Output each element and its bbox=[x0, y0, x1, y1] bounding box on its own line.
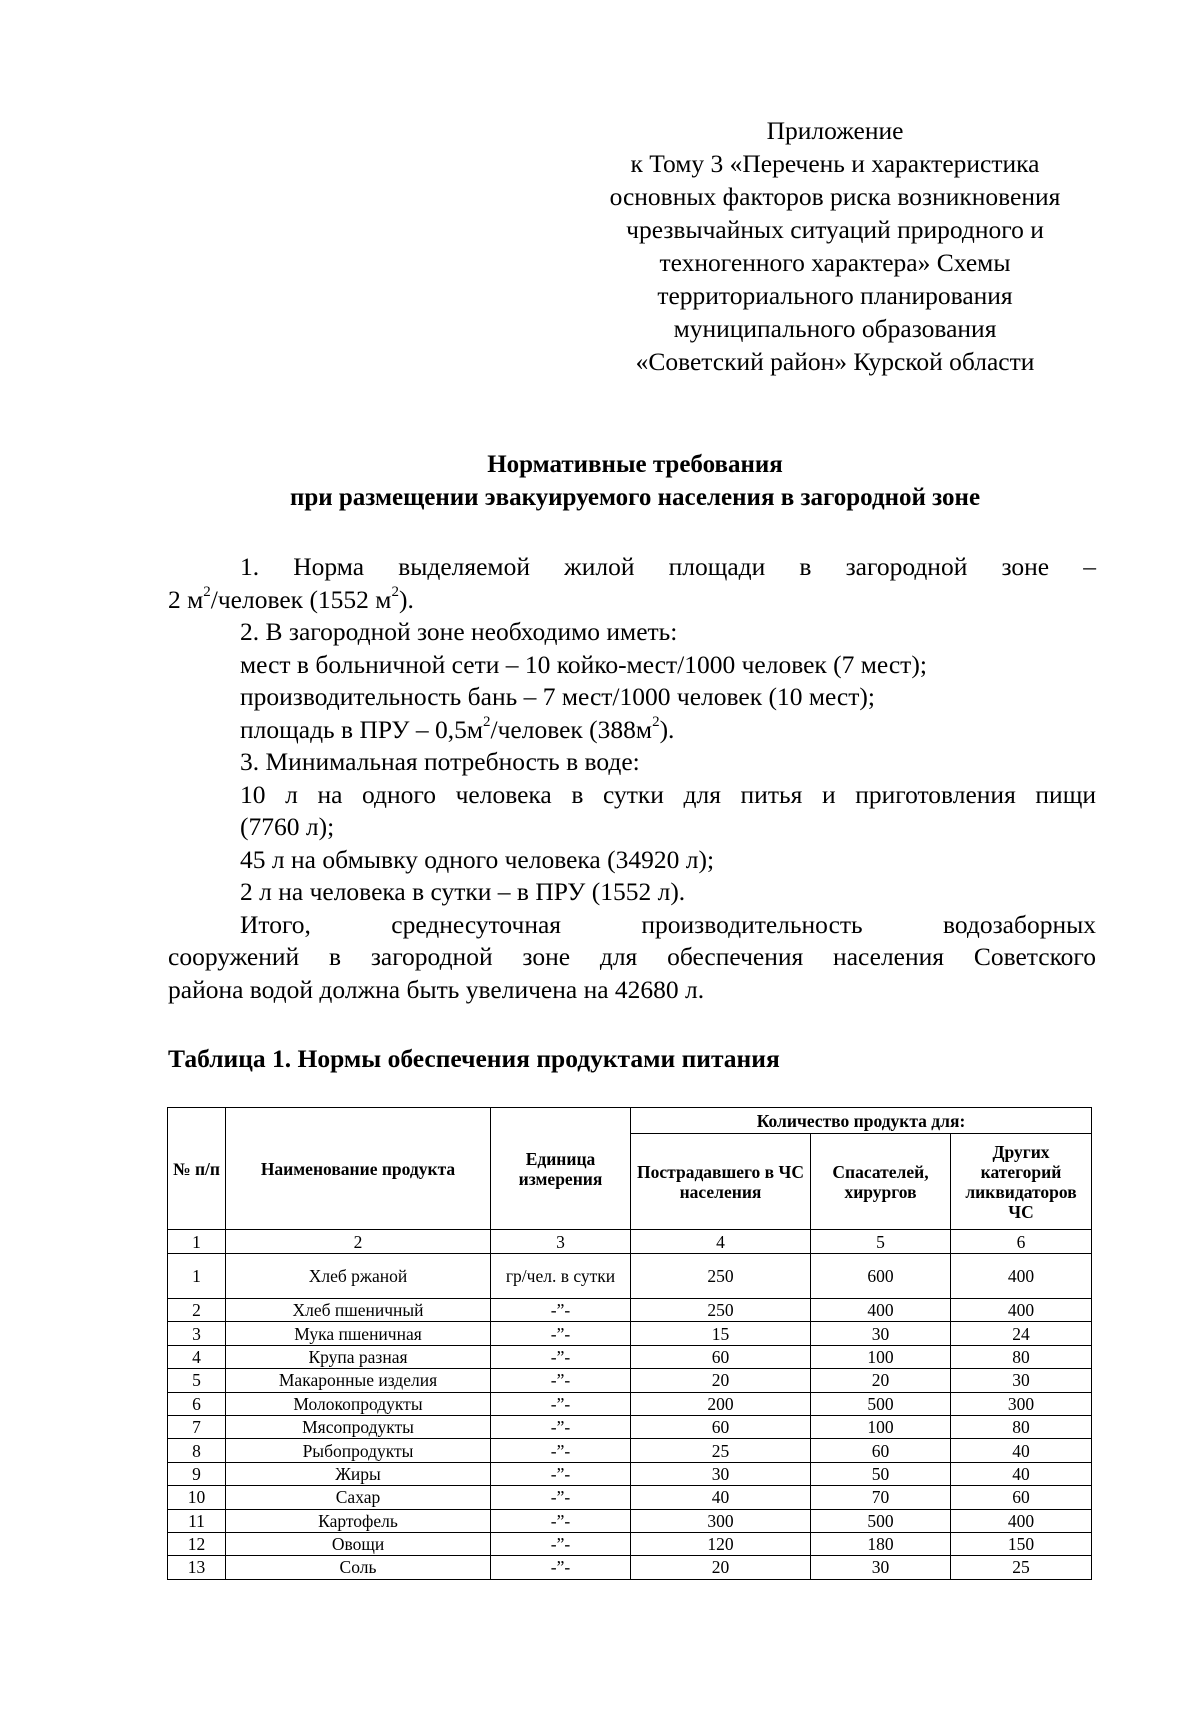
cell-victims: 200 bbox=[631, 1392, 811, 1415]
cell-num: 12 bbox=[168, 1532, 226, 1555]
cell-product: Мука пшеничная bbox=[226, 1322, 491, 1345]
text: ). bbox=[398, 584, 414, 614]
heading-line-2: при размещении эвакуируемого населения в загородной зоне bbox=[289, 484, 981, 511]
appendix-line: основных факторов риска возникновения bbox=[609, 182, 1061, 211]
cell-product: Мясопродукты bbox=[226, 1415, 491, 1438]
cell-num: 13 bbox=[168, 1556, 226, 1579]
cell-rescuers: 70 bbox=[811, 1486, 951, 1509]
header-product-name: Наименование продукта bbox=[226, 1108, 491, 1230]
paragraph-2-item-3 bbox=[168, 714, 1096, 747]
text: /человек (1552 м bbox=[210, 584, 392, 614]
cell-victims: 25 bbox=[631, 1439, 811, 1462]
cell-other: 40 bbox=[951, 1462, 1092, 1485]
text: ). bbox=[659, 714, 675, 744]
cell-rescuers: 600 bbox=[811, 1254, 951, 1299]
cell-num: 5 bbox=[168, 1369, 226, 1392]
cell-unit: -”- bbox=[491, 1532, 631, 1555]
text: /человек (388м bbox=[490, 714, 653, 744]
total-line-1: Итого, среднесуточная производительность водозаборных bbox=[240, 909, 1096, 939]
cell-unit: -”- bbox=[491, 1322, 631, 1345]
paragraph-1-line-2 bbox=[168, 584, 1096, 617]
cell-unit: -”- bbox=[491, 1299, 631, 1322]
text: площадь в ПРУ – 0,5м bbox=[240, 714, 483, 744]
cell-product: Хлеб пшеничный bbox=[226, 1299, 491, 1322]
cell-other: 40 bbox=[951, 1439, 1092, 1462]
cell-victims: 300 bbox=[631, 1509, 811, 1532]
cell-product: Хлеб ржаной bbox=[226, 1254, 491, 1299]
table-row bbox=[168, 1345, 1092, 1368]
cell-other: 80 bbox=[951, 1415, 1092, 1438]
appendix-line: чрезвычайных ситуаций природного и bbox=[626, 215, 1044, 244]
header-victims: Пострадавшего в ЧС населения bbox=[631, 1134, 811, 1230]
paragraph-1-line-1: 1. Норма выделяемой жилой площади в загородной зоне – bbox=[240, 552, 1096, 581]
appendix-line: муниципального образования bbox=[673, 314, 997, 343]
paragraph-2-item-1: мест в больничной сети – 10 койко-мест/1000 человек (7 мест); bbox=[240, 649, 927, 679]
cell-unit: -”- bbox=[491, 1439, 631, 1462]
cell-other: 80 bbox=[951, 1345, 1092, 1368]
cell-rescuers: 60 bbox=[811, 1439, 951, 1462]
body-text bbox=[168, 551, 1096, 1006]
cell-product: Картофель bbox=[226, 1509, 491, 1532]
cell-other: 30 bbox=[951, 1369, 1092, 1392]
cell-num: 10 bbox=[168, 1486, 226, 1509]
cell-num: 4 bbox=[168, 1345, 226, 1368]
cell-victims: 20 bbox=[631, 1369, 811, 1392]
cell-unit: -”- bbox=[491, 1509, 631, 1532]
food-norms-table bbox=[167, 1107, 1092, 1580]
cell-unit: -”- bbox=[491, 1556, 631, 1579]
table-row bbox=[168, 1299, 1092, 1322]
cell-unit: -”- bbox=[491, 1415, 631, 1438]
cell-unit: -”- bbox=[491, 1345, 631, 1368]
cell-rescuers: 20 bbox=[811, 1369, 951, 1392]
column-number: 2 bbox=[226, 1230, 491, 1254]
cell-rescuers: 180 bbox=[811, 1532, 951, 1555]
cell-other: 400 bbox=[951, 1299, 1092, 1322]
superscript: 2 bbox=[652, 714, 660, 730]
cell-num: 7 bbox=[168, 1415, 226, 1438]
cell-victims: 250 bbox=[631, 1254, 811, 1299]
cell-num: 8 bbox=[168, 1439, 226, 1462]
superscript: 2 bbox=[483, 714, 491, 730]
cell-other: 150 bbox=[951, 1532, 1092, 1555]
total-line-3: района водой должна быть увеличена на 42680 л. bbox=[168, 974, 705, 1004]
cell-unit: -”- bbox=[491, 1369, 631, 1392]
superscript: 2 bbox=[203, 584, 211, 600]
paragraph-3-item-2: 45 л на обмывку одного человека (34920 л); bbox=[240, 844, 715, 874]
cell-num: 2 bbox=[168, 1299, 226, 1322]
column-number: 1 bbox=[168, 1230, 226, 1254]
header-quantity-group: Количество продукта для: bbox=[631, 1108, 1092, 1134]
cell-rescuers: 500 bbox=[811, 1392, 951, 1415]
paragraph-3-item-1-line-1: 10 л на одного человека в сутки для питья и приготовления пищи bbox=[240, 779, 1096, 809]
cell-product: Соль bbox=[226, 1556, 491, 1579]
heading-line-1: Нормативные требования bbox=[487, 451, 783, 478]
column-number: 6 bbox=[951, 1230, 1092, 1254]
cell-other: 60 bbox=[951, 1486, 1092, 1509]
paragraph-2: 2. В загородной зоне необходимо иметь: bbox=[240, 617, 678, 646]
cell-victims: 250 bbox=[631, 1299, 811, 1322]
table-row bbox=[168, 1254, 1092, 1299]
paragraph-3: 3. Минимальная потребность в воде: bbox=[240, 747, 640, 776]
cell-num: 11 bbox=[168, 1509, 226, 1532]
table-row bbox=[168, 1556, 1092, 1579]
cell-victims: 60 bbox=[631, 1345, 811, 1368]
table-row bbox=[168, 1415, 1092, 1438]
table-row bbox=[168, 1322, 1092, 1345]
appendix-line: Приложение bbox=[766, 116, 904, 145]
cell-unit: -”- bbox=[491, 1462, 631, 1485]
column-number: 5 bbox=[811, 1230, 951, 1254]
cell-num: 6 bbox=[168, 1392, 226, 1415]
cell-victims: 30 bbox=[631, 1462, 811, 1485]
cell-num: 3 bbox=[168, 1322, 226, 1345]
cell-product: Рыбопродукты bbox=[226, 1439, 491, 1462]
superscript: 2 bbox=[391, 584, 399, 600]
cell-rescuers: 50 bbox=[811, 1462, 951, 1485]
paragraph-2-item-2: производительность бань – 7 мест/1000 человек (10 мест); bbox=[240, 682, 875, 711]
text: 2 м bbox=[168, 584, 204, 614]
cell-rescuers: 500 bbox=[811, 1509, 951, 1532]
header-unit: Единица измерения bbox=[491, 1108, 631, 1230]
cell-rescuers: 100 bbox=[811, 1345, 951, 1368]
cell-other: 25 bbox=[951, 1556, 1092, 1579]
appendix-line: территориального планирования bbox=[657, 281, 1013, 310]
table-row bbox=[168, 1369, 1092, 1392]
header-rescuers: Спасателей, хирургов bbox=[811, 1134, 951, 1230]
appendix-line: к Тому 3 «Перечень и характеристика bbox=[630, 149, 1040, 178]
cell-victims: 60 bbox=[631, 1415, 811, 1438]
cell-product: Жиры bbox=[226, 1462, 491, 1485]
table-row bbox=[168, 1439, 1092, 1462]
table-row bbox=[168, 1532, 1092, 1555]
cell-victims: 40 bbox=[631, 1486, 811, 1509]
table-caption: Таблица 1. Нормы обеспечения продуктами питания bbox=[168, 1044, 780, 1073]
cell-product: Макаронные изделия bbox=[226, 1369, 491, 1392]
paragraph-3-item-1-line-2: (7760 л); bbox=[240, 812, 335, 841]
table-row bbox=[168, 1509, 1092, 1532]
column-number: 4 bbox=[631, 1230, 811, 1254]
appendix-block bbox=[570, 114, 1100, 378]
cell-other: 300 bbox=[951, 1392, 1092, 1415]
cell-rescuers: 30 bbox=[811, 1556, 951, 1579]
table-row bbox=[168, 1486, 1092, 1509]
cell-product: Молокопродукты bbox=[226, 1392, 491, 1415]
column-number: 3 bbox=[491, 1230, 631, 1254]
total-line-2: сооружений в загородной зоне для обеспечения населения Советского bbox=[168, 942, 1096, 971]
cell-other: 24 bbox=[951, 1322, 1092, 1345]
appendix-line: «Советский район» Курской области bbox=[635, 347, 1035, 376]
cell-victims: 120 bbox=[631, 1532, 811, 1555]
cell-product: Крупа разная bbox=[226, 1345, 491, 1368]
cell-num: 1 bbox=[168, 1254, 226, 1299]
cell-other: 400 bbox=[951, 1254, 1092, 1299]
cell-num: 9 bbox=[168, 1462, 226, 1485]
appendix-line: техногенного характера» Схемы bbox=[659, 248, 1011, 277]
cell-product: Сахар bbox=[226, 1486, 491, 1509]
cell-product: Овощи bbox=[226, 1532, 491, 1555]
cell-unit: -”- bbox=[491, 1486, 631, 1509]
document-heading bbox=[160, 448, 1110, 514]
cell-rescuers: 400 bbox=[811, 1299, 951, 1322]
table-row bbox=[168, 1392, 1092, 1415]
cell-unit: -”- bbox=[491, 1392, 631, 1415]
header-num: № п/п bbox=[168, 1108, 226, 1230]
cell-other: 400 bbox=[951, 1509, 1092, 1532]
cell-victims: 15 bbox=[631, 1322, 811, 1345]
cell-rescuers: 30 bbox=[811, 1322, 951, 1345]
header-other-liquidators: Других категорий ликвидаторов ЧС bbox=[951, 1134, 1092, 1230]
table-row bbox=[168, 1462, 1092, 1485]
paragraph-3-item-3: 2 л на человека в сутки – в ПРУ (1552 л). bbox=[240, 877, 686, 906]
cell-victims: 20 bbox=[631, 1556, 811, 1579]
cell-rescuers: 100 bbox=[811, 1415, 951, 1438]
cell-unit: гр/чел. в сутки bbox=[491, 1254, 631, 1299]
